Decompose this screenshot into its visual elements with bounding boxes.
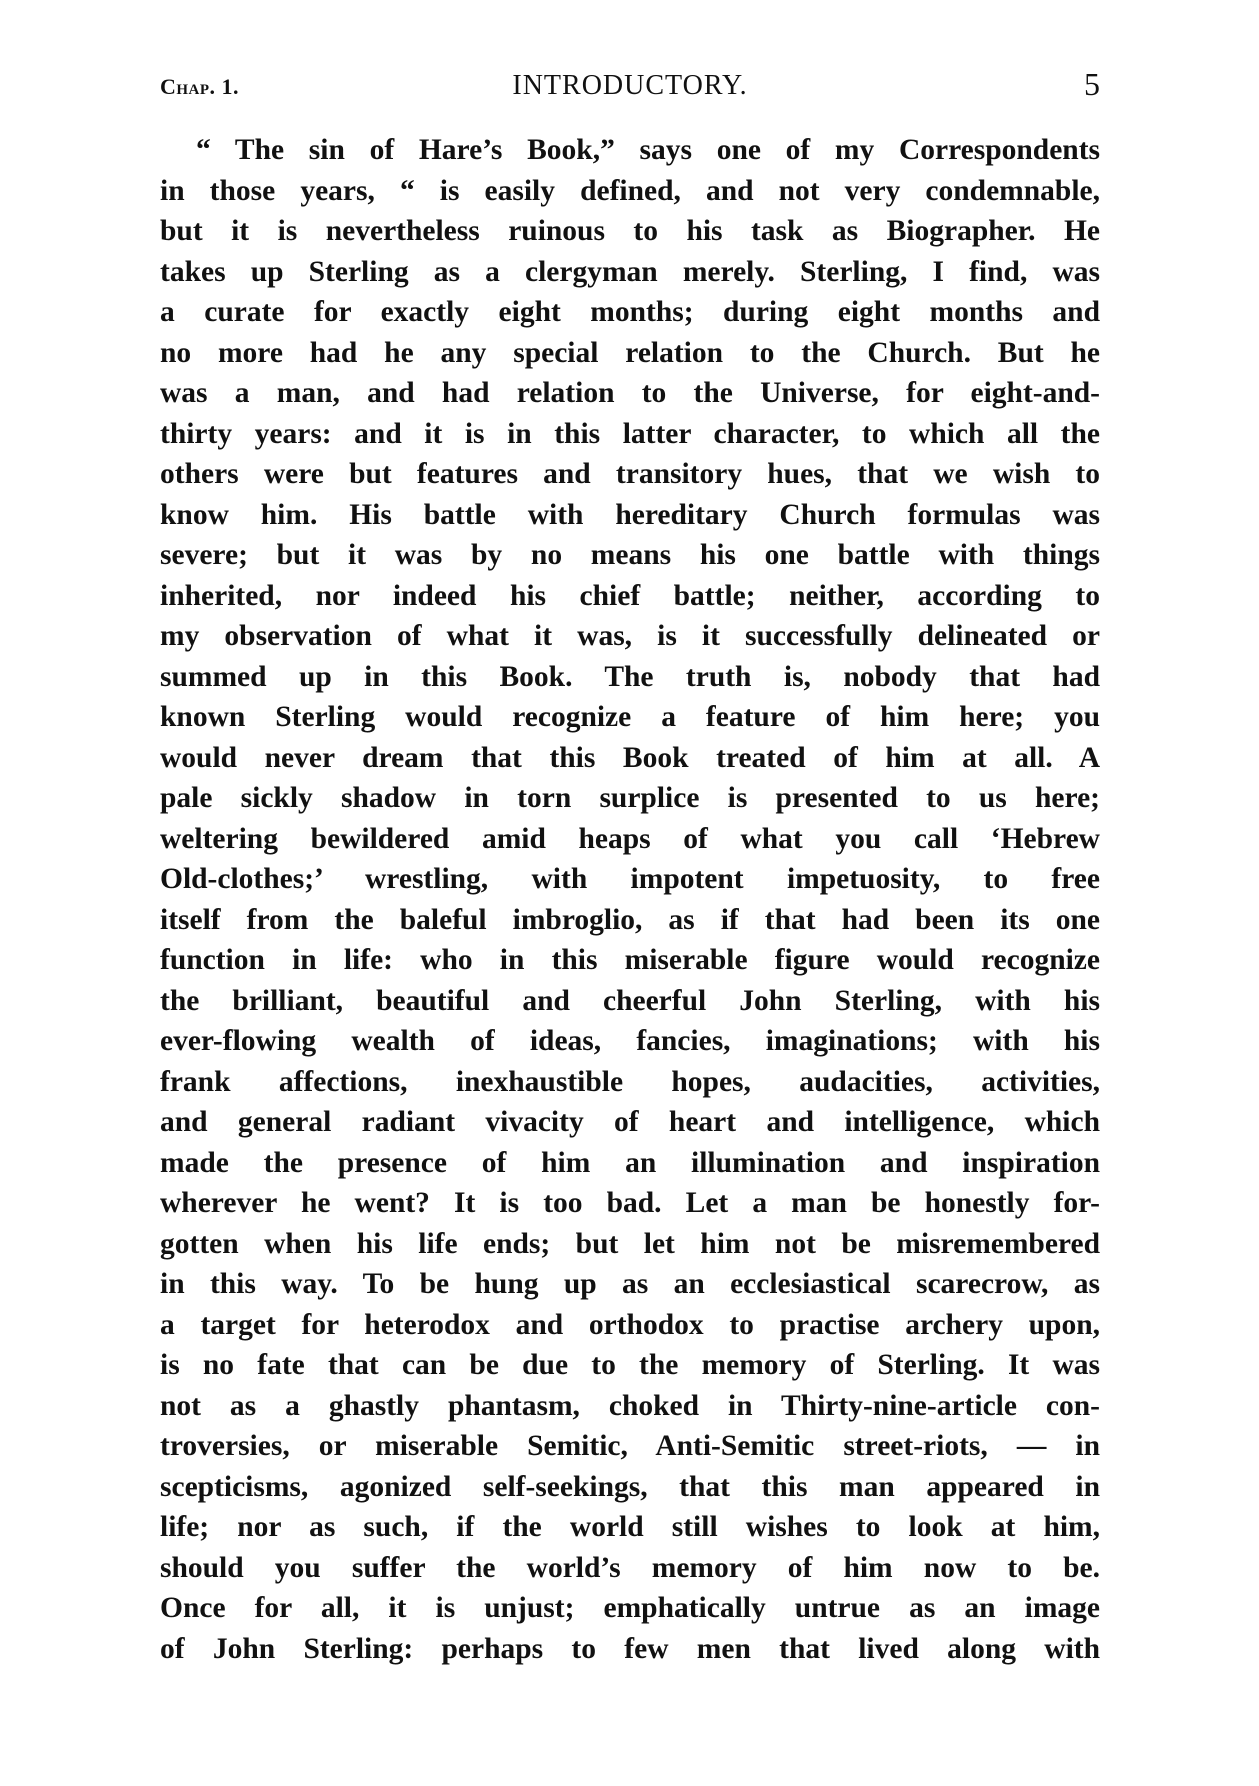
body-text bbox=[160, 130, 1100, 1669]
text-line: “ The sin of Hare’s Book,” says one of my Correspondents bbox=[196, 134, 1100, 166]
text-line: ever-flowing wealth of ideas, fancies, imaginations; with his bbox=[160, 1025, 1100, 1057]
text-line: of John Sterling: perhaps to few men that lived along with bbox=[160, 1632, 1100, 1665]
text-line: weltering bewildered amid heaps of what you call ‘Hebrew bbox=[160, 822, 1100, 855]
text-line: takes up Sterling as a clergyman merely. Sterling, I find, was bbox=[160, 255, 1100, 288]
text-line: troversies, or miserable Semitic, Anti-Semitic street-riots, — in bbox=[160, 1430, 1100, 1462]
text-line: was a man, and had relation to the Universe, for eight-and- bbox=[160, 377, 1100, 409]
text-line: frank affections, inexhaustible hopes, audacities, activities, bbox=[160, 1065, 1100, 1098]
text-line: made the presence of him an illumination and inspiration bbox=[160, 1146, 1100, 1179]
text-line: severe; but it was by no means his one battle with things bbox=[160, 539, 1100, 571]
text-line: scepticisms, agonized self-seekings, that this man appeared in bbox=[160, 1470, 1100, 1503]
text-line: a curate for exactly eight months; during eight months and bbox=[160, 296, 1100, 328]
text-line: not as a ghastly phantasm, choked in Thirty-nine-article con- bbox=[160, 1389, 1100, 1422]
text-line: no more had he any special relation to the Church. But he bbox=[160, 336, 1100, 369]
text-line: gotten when his life ends; but let him not be misremembered bbox=[160, 1227, 1100, 1260]
text-line: know him. His battle with hereditary Church formulas was bbox=[160, 498, 1100, 531]
text-line: the brilliant, beautiful and cheerful John Sterling, with his bbox=[160, 984, 1100, 1017]
text-line: others were but features and transitory hues, that we wish to bbox=[160, 458, 1100, 490]
text-line: but it is nevertheless ruinous to his task as Biographer. He bbox=[160, 215, 1100, 247]
text-line: would never dream that this Book treated of him at all. A bbox=[160, 741, 1100, 774]
text-line: should you suffer the world’s memory of him now to be. bbox=[160, 1551, 1100, 1584]
text-line: function in life: who in this miserable figure would recognize bbox=[160, 944, 1100, 976]
text-line: thirty years: and it is in this latter character, to which all the bbox=[160, 417, 1100, 450]
chapter-label: Chap. 1. bbox=[160, 74, 240, 99]
text-line: is no fate that can be due to the memory of Sterling. It was bbox=[160, 1349, 1100, 1381]
text-line: life; nor as such, if the world still wishes to look at him, bbox=[160, 1511, 1100, 1543]
text-line: in this way. To be hung up as an ecclesiastical scarecrow, as bbox=[160, 1268, 1100, 1300]
text-line: summed up in this Book. The truth is, nobody that had bbox=[160, 660, 1100, 693]
text-line: Once for all, it is unjust; emphatically untrue as an image bbox=[160, 1592, 1100, 1624]
text-line: known Sterling would recognize a feature of him here; you bbox=[160, 701, 1100, 733]
text-line: a target for heterodox and orthodox to practise archery upon, bbox=[160, 1308, 1100, 1341]
text-line: itself from the baleful imbroglio, as if that had been its one bbox=[160, 903, 1100, 936]
text-line: Old-clothes;’ wrestling, with impotent impetuosity, to free bbox=[160, 863, 1100, 895]
page-number: 5 bbox=[1084, 66, 1100, 102]
text-line: and general radiant vivacity of heart and intelligence, which bbox=[160, 1106, 1100, 1138]
text-line: inherited, nor indeed his chief battle; neither, according to bbox=[160, 579, 1100, 612]
text-line: wherever he went? It is too bad. Let a man be honestly for- bbox=[160, 1187, 1100, 1219]
running-header bbox=[160, 66, 1100, 106]
text-line: in those years, “ is easily defined, and not very condemnable, bbox=[160, 174, 1100, 207]
text-line: pale sickly shadow in torn surplice is presented to us here; bbox=[160, 782, 1100, 814]
running-title: INTRODUCTORY. bbox=[512, 70, 748, 101]
text-line: my observation of what it was, is it successfully delineated or bbox=[160, 620, 1100, 652]
